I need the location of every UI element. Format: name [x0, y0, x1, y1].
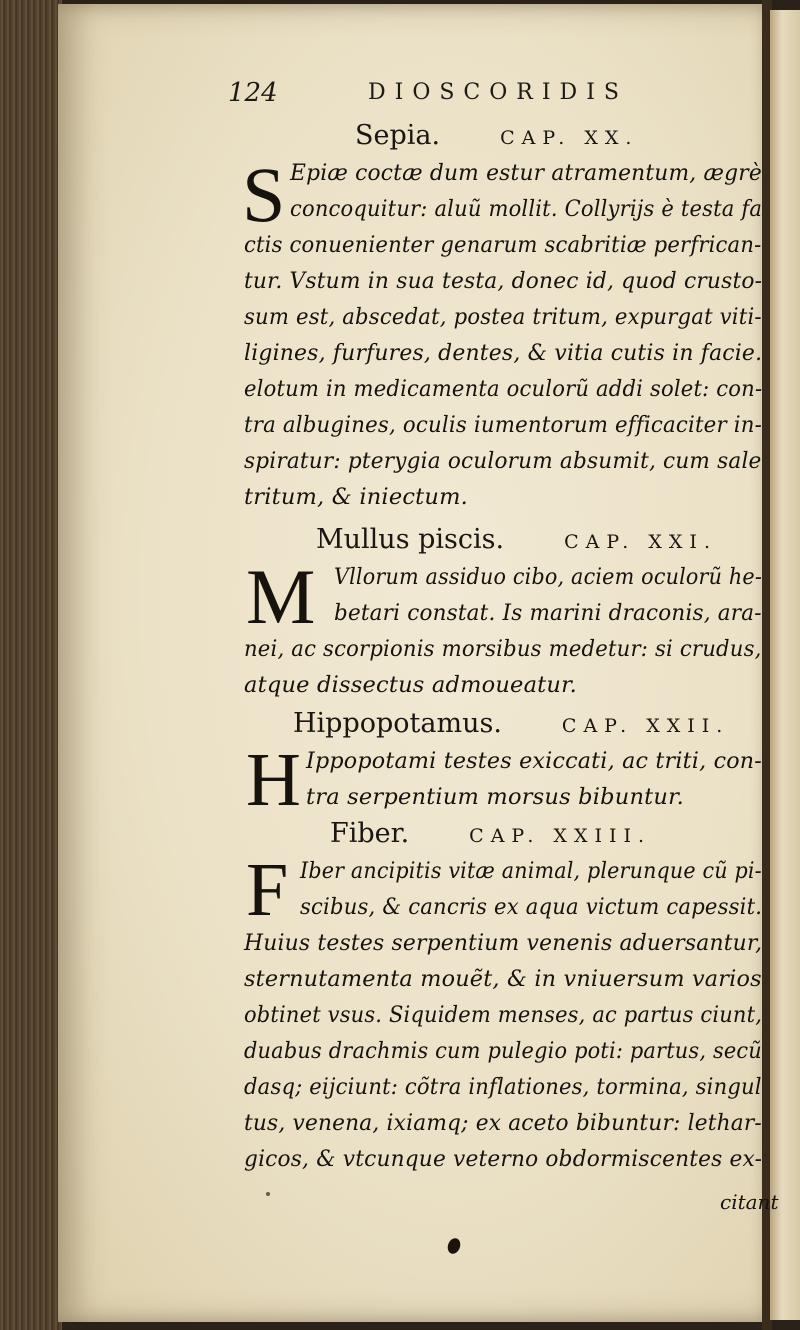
chapter-heading [355, 120, 638, 151]
drop-capital: F [246, 848, 289, 932]
drop-capital: H [246, 738, 301, 822]
text-line: nei, ac scorpionis morsibus medetur: si crudus, [244, 636, 762, 662]
chapter-number: CAP. XX. [500, 127, 639, 149]
text-line: ctis conuenienter genarum scabritiæ perfrican- [244, 232, 762, 258]
paper-speck [266, 1192, 270, 1196]
text-line: tritum, & iniectum. [244, 484, 468, 510]
text-line: dasq; eijciunt: cõtra inflationes, tormina, singul [244, 1074, 762, 1100]
catchword: citant [720, 1190, 779, 1214]
text-line: Ippopotami testes exiccati, ac triti, con- [306, 748, 762, 774]
text-line: ligines, furfures, dentes, & vitia cutis in facie. [244, 340, 763, 366]
text-line: Iber ancipitis vitæ animal, plerunque cũ pi- [300, 858, 762, 884]
text-line: Vllorum assiduo cibo, aciem oculorũ he- [334, 564, 763, 590]
text-line: gicos, & vtcunque veterno obdormiscentes ex- [244, 1146, 763, 1172]
drop-capital: S [242, 151, 286, 238]
running-head [228, 78, 680, 108]
chapter-title: Hippopotamus. [293, 708, 502, 739]
text-line: tus, venena, ixiamq; ex aceto bibuntur: lethar- [244, 1110, 762, 1136]
text-line: atque dissectus admoueatur. [244, 672, 577, 698]
chapter-title: Fiber. [330, 818, 410, 849]
text-line: tra albugines, oculis iumentorum efficaciter in- [244, 412, 762, 438]
text-line: sternutamenta mouẽt, & in vniuersum varios [244, 966, 762, 992]
chapter-heading [330, 818, 651, 849]
chapter-title: Mullus piscis. [316, 524, 505, 555]
chapter-heading [293, 708, 729, 739]
text-line: scibus, & cancris ex aqua victum capessit. [300, 894, 763, 920]
text-line: duabus drachmis cum pulegio poti: partus, secũ [244, 1038, 762, 1064]
text-line: elotum in medicamenta oculorũ addi solet: con- [244, 376, 763, 402]
text-line: Epiæ coctæ dum estur atramentum, ægrè [290, 160, 762, 186]
text-line: concoquitur: aluũ mollit. Collyrijs è testa fa [290, 196, 763, 222]
text-line: betari constat. Is marini draconis, ara- [334, 600, 762, 626]
text-line: sum est, abscedat, postea tritum, expurgat viti- [244, 304, 762, 330]
chapter-number: CAP. XXII. [561, 715, 730, 737]
text-line: obtinet vsus. Siquidem menses, ac partus ciunt, [244, 1002, 763, 1028]
chapter-number: CAP. XXIII. [469, 825, 652, 847]
text-line: spiratur: pterygia oculorum absumit, cum sale [244, 448, 762, 474]
page-number: 124 [228, 78, 278, 108]
chapter-title: Sepia. [355, 120, 441, 151]
text-line: tra serpentium morsus bibuntur. [306, 784, 684, 810]
text-line: tur. Vstum in sua testa, donec id, quod crusto- [244, 268, 763, 294]
book-edge [0, 0, 62, 1330]
drop-capital: M [246, 553, 316, 640]
chapter-heading [316, 524, 717, 555]
running-title: DIOSCORIDIS [368, 80, 628, 105]
chapter-number: CAP. XXI. [564, 531, 717, 553]
facing-page-edge [770, 10, 800, 1320]
text-line: Huius testes serpentium venenis aduersantur, [244, 930, 763, 956]
